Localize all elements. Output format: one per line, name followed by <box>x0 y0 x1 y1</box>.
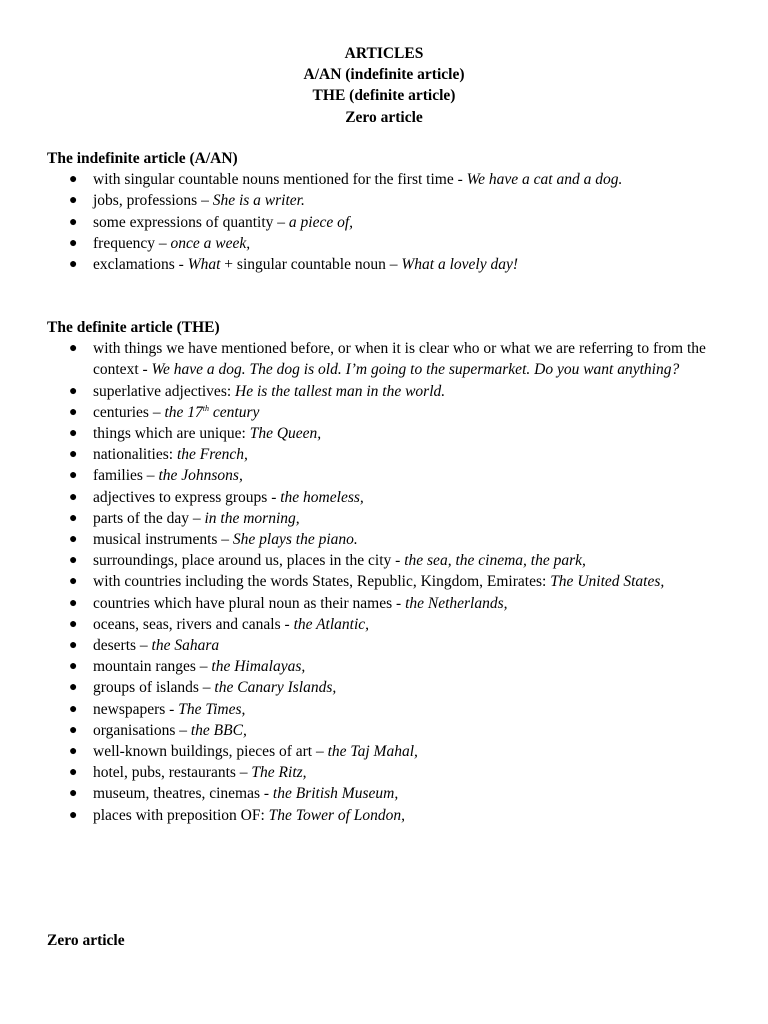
item-superscript: th <box>202 403 209 413</box>
list-item <box>47 677 737 698</box>
bullet-icon: ● <box>69 553 78 569</box>
item-example: the British Museum, <box>272 785 399 803</box>
item-example: the Johnsons, <box>158 467 243 485</box>
bullet-icon: ● <box>69 510 78 526</box>
item-example: the Canary Islands, <box>214 679 337 697</box>
item-text: places with preposition OF: <box>93 806 269 824</box>
bullet-icon: ● <box>69 638 78 654</box>
bullet-icon: ● <box>69 193 78 209</box>
bullet-icon: ● <box>69 383 78 399</box>
item-example: a piece of, <box>288 213 354 231</box>
zero-article-section <box>47 930 737 951</box>
list-item <box>47 550 737 571</box>
bullet-icon: ● <box>69 532 78 548</box>
list-item <box>47 656 737 677</box>
item-example: the 17 <box>164 403 203 421</box>
bullet-icon: ● <box>69 807 78 823</box>
list-item <box>47 487 737 508</box>
item-example: the French, <box>176 446 248 464</box>
list-item <box>47 805 737 826</box>
item-example: We have a cat and a dog. <box>466 171 623 189</box>
item-example: The Tower of London, <box>268 806 406 824</box>
item-text: countries which have plural noun as their names - <box>93 594 406 612</box>
list-item <box>47 402 737 423</box>
item-text: hotel, pubs, restaurants – <box>93 764 252 782</box>
bullet-icon: ● <box>69 680 78 696</box>
title-line: Zero article <box>345 108 423 126</box>
bullet-icon: ● <box>69 426 78 441</box>
title-line: THE (definite article) <box>312 87 456 105</box>
list-item <box>47 783 737 804</box>
item-text: jobs, professions – <box>93 192 213 210</box>
bullet-icon: ● <box>69 172 78 188</box>
section-heading: The indefinite article (A/AN) <box>47 150 238 167</box>
item-text: newspapers - <box>93 700 179 718</box>
bullet-icon: ● <box>69 722 78 738</box>
item-text: with countries including the words States, Republic, Kingdom, Emirates: <box>93 573 551 591</box>
list-item <box>47 571 737 592</box>
list-item <box>47 444 737 465</box>
item-example: century <box>209 403 260 421</box>
bullet-icon: ● <box>69 595 78 611</box>
list-item <box>47 254 737 275</box>
item-text: with singular countable nouns mentioned for the first time - <box>93 171 467 189</box>
item-example: She is a writer. <box>212 192 305 210</box>
list-item <box>47 233 737 254</box>
title-line: ARTICLES <box>344 45 424 62</box>
item-example: We have a dog. The dog is old. I’m going to the supermarket. Do you want anything? <box>151 361 680 379</box>
bullet-icon: ● <box>69 765 78 781</box>
item-example: the Taj Mahal, <box>327 743 418 761</box>
item-text: with things we have mentioned before, or when it is clear who or what we are referring to from the context - <box>93 340 706 379</box>
list-item <box>47 465 737 486</box>
document-title-block <box>0 43 768 128</box>
item-text: musical instruments – <box>93 531 233 549</box>
item-text: families – <box>93 467 159 485</box>
item-text: nationalities: <box>93 446 177 464</box>
item-text: some expressions of quantity – <box>93 213 289 231</box>
list-item <box>47 699 737 720</box>
list-item <box>47 720 737 741</box>
item-text: surroundings, place around us, places in the city - <box>93 552 405 570</box>
item-example: He is the tallest man in the world. <box>235 382 446 400</box>
bullet-icon: ● <box>69 659 78 675</box>
item-example: the Atlantic, <box>293 615 370 633</box>
item-text: exclamations - <box>93 256 188 273</box>
bullet-icon: ● <box>69 235 78 251</box>
indefinite-article-section <box>47 148 737 275</box>
item-text: oceans, seas, rivers and canals - <box>93 615 294 633</box>
item-text: well-known buildings, pieces of art – <box>93 743 328 761</box>
bullet-icon: ● <box>69 404 78 420</box>
bullet-icon: ● <box>69 341 78 357</box>
item-example: The Ritz, <box>251 764 307 782</box>
item-text: deserts – <box>93 637 152 655</box>
definite-article-section <box>47 317 737 826</box>
item-example: the homeless, <box>280 488 364 506</box>
list-item <box>47 190 737 211</box>
item-text: groups of islands – <box>93 679 215 697</box>
list-item <box>47 508 737 529</box>
list-item <box>47 212 737 233</box>
list-item <box>47 338 737 380</box>
item-example: the Sahara <box>151 637 220 655</box>
title-line: A/AN (indefinite article) <box>303 66 465 84</box>
bullet-icon: ● <box>69 489 78 505</box>
section-heading: Zero article <box>47 932 125 949</box>
item-text: frequency – <box>93 234 171 252</box>
item-text: museum, theatres, cinemas - <box>93 785 273 803</box>
item-text: centuries – <box>93 403 165 421</box>
bullet-icon: ● <box>69 786 78 802</box>
section-heading: The definite article (THE) <box>47 319 220 336</box>
item-text: organisations – <box>93 721 191 739</box>
bullet-icon: ● <box>69 468 78 484</box>
item-example: The United States, <box>550 573 665 591</box>
bullet-icon: ● <box>69 447 78 463</box>
item-example: in the morning, <box>204 509 300 527</box>
item-example: the Netherlands, <box>405 594 508 612</box>
list-item <box>47 741 737 762</box>
bullet-icon: ● <box>69 214 78 230</box>
bullet-icon: ● <box>69 744 78 760</box>
item-example: The Queen, <box>249 425 322 442</box>
list-item <box>47 529 737 550</box>
item-example: once a week, <box>170 234 251 252</box>
item-example: What a lovely day! <box>401 256 518 273</box>
item-text: mountain ranges – <box>93 658 212 676</box>
item-example: She plays the piano. <box>232 531 358 549</box>
list-item <box>47 593 737 614</box>
item-example: The Times, <box>178 700 246 718</box>
bullet-icon: ● <box>69 701 78 717</box>
list-item <box>47 381 737 402</box>
item-example: the Himalayas, <box>211 658 306 676</box>
bullet-icon: ● <box>69 574 78 590</box>
item-example: What <box>187 256 221 273</box>
item-text: things which are unique: <box>93 425 250 442</box>
list-item <box>47 635 737 656</box>
list-item <box>47 169 737 190</box>
item-text: superlative adjectives: <box>93 382 236 400</box>
item-text: parts of the day – <box>93 509 205 527</box>
item-text: adjectives to express groups - <box>93 488 281 506</box>
list-item <box>47 423 737 444</box>
bullet-icon: ● <box>69 616 78 632</box>
item-text: + singular countable noun – <box>220 256 402 273</box>
item-example: the BBC, <box>190 721 247 739</box>
item-example: the sea, the cinema, the park, <box>404 552 586 570</box>
list-item <box>47 762 737 783</box>
list-item <box>47 614 737 635</box>
bullet-icon: ● <box>69 257 78 272</box>
